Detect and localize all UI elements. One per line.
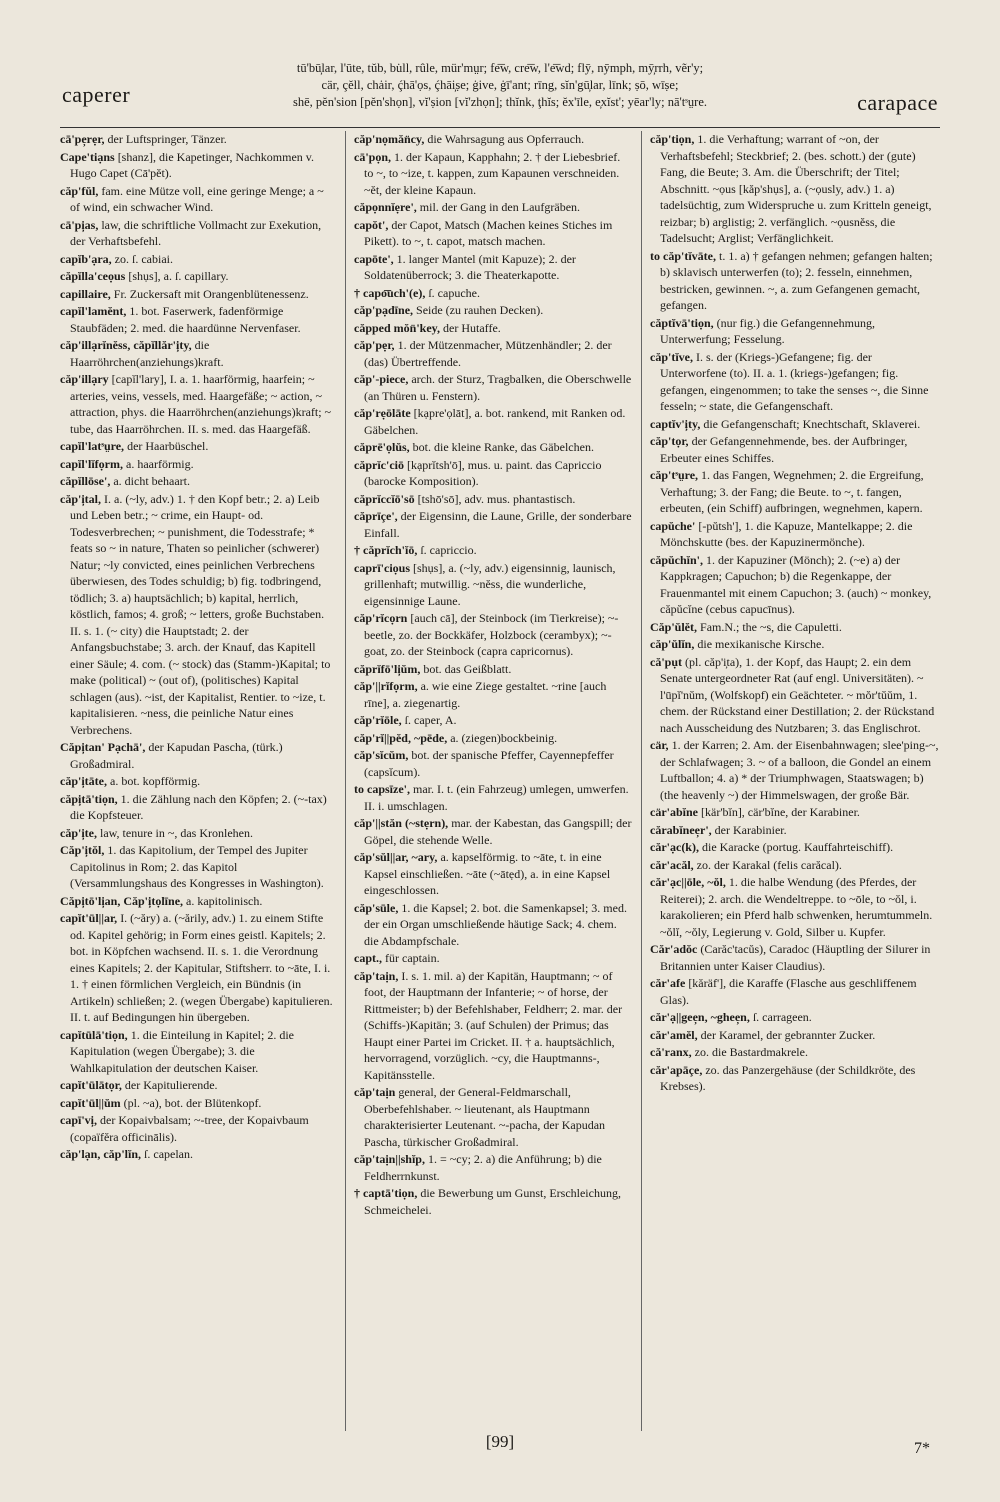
- dictionary-entry: [60, 337, 336, 370]
- dictionary-entry: [60, 286, 336, 303]
- dictionary-entry: [60, 893, 336, 910]
- entry-definition: die Gefangenschaft; Knechtschaft, Sklaverei.: [703, 416, 921, 431]
- dictionary-entry: [354, 950, 632, 967]
- entry-headword: căp'i̦tāte,: [60, 774, 107, 788]
- entry-headword: captĭv'i̦ty,: [650, 416, 701, 431]
- entry-headword: căpŭchĭn',: [650, 552, 704, 567]
- entry-headword: capĭt'ūl||ar,: [60, 911, 118, 925]
- entry-headword: căpi̦tā'tiọn,: [60, 791, 118, 806]
- dictionary-entry: [650, 1062, 940, 1095]
- entry-definition: [-pŭtsh'], 1. die Kapuze, Mantelkappe; 2. die Mönchskutte (bes. der Kapuzinermönche).: [660, 518, 913, 549]
- dictionary-entry: [650, 822, 940, 839]
- entry-headword: căprē'ọlŭs,: [354, 440, 410, 454]
- entry-headword: to căp'tĭvāte,: [650, 248, 716, 263]
- column-3: [650, 131, 940, 1439]
- entry-headword: căp'-piece,: [354, 372, 409, 386]
- entry-definition: zo. die Bastardmakrele.: [694, 1045, 808, 1059]
- dictionary-entry: [650, 975, 940, 1008]
- dictionary-entry: [354, 747, 632, 780]
- entry-headword: căp'fŭl,: [60, 183, 99, 198]
- entry-definition: [capĭl'lary], I. a. 1. haarförmig, haarfein; ~ arteries, veins, vessels, med. Haargefäße; ~ action, ~ attraction, phys. die Haarröhrchen(anziehungs)kraft; ~ tube, das Haarröhrchen. II. s. med. das Haargefäß.: [70, 372, 332, 436]
- right-guide-word: carapace: [857, 90, 938, 115]
- dictionary-entry: [650, 518, 940, 551]
- entry-headword: căr'afe: [650, 976, 686, 990]
- signature-mark: 7*: [914, 1440, 930, 1457]
- dictionary-entry: [354, 491, 632, 508]
- entry-definition: I. a. (~ly, adv.) 1. † den Kopf betr.; 2. a) Leib und Leben betr.; ~ crime, ein Haupt- od. Todesverbrechen; ~ punishment, die Todesstrafe; * feats so ~ in nature, Thaten so peinlicher (schwerer) Natur; ~ly convicted, eines peinlichen Verbrechens überwiesen, des Todes schuldig; b) fig. todbringend, tödlich; 3. a) hauptsächlich; b) kapital, herrlich, köstlich, famos; 4. groß; ~ letters, große Buchstaben. II. s. 1. (~ city) die Hauptstadt; 2. der Anfangsbuchstabe; 3. arch. der Knauf, das Kapitell einer Säule; 4. com. (~ stock) das (Stamm-)Kapital; to make (political) ~ (out of), (politisches) Kapital schlagen (aus). ~ist, der Kapitalist, Rentier. to ~ize, t. kapitalisieren. ~ness, die peinliche Natur eines Verbrechens.: [70, 491, 331, 737]
- entry-definition: I. s. der (Kriegs-)Gefangene; fig. der Unterworfene (to). II. a. 1. (kriegs-)gefangen; fig. gefangen, eingenommen; to take the senses ~, die Sinne fesseln; ~ state, die Gefangenschaft.: [660, 349, 929, 413]
- entry-headword: căp'tọr,: [650, 434, 689, 448]
- entry-headword: cā'pọn,: [354, 149, 392, 164]
- dictionary-entry: [650, 315, 940, 348]
- pronunciation-key-line: tū'bū̦lar, l'ūte, tŭb, bu̇ll, rûle, mür'mṳr; fe͞w, cre͞w, l'e͞wd; flȳ, nȳmph, mȳ̦rrh, vẽr'y;: [296, 61, 704, 75]
- entry-headword: căprĭccĭō'sō: [354, 491, 415, 506]
- entry-definition: a. bot. kopfförmig.: [110, 774, 201, 788]
- entry-definition: [kạprĭtsh'ō], mus. u. paint. das Capriccio (barocke Komposition).: [364, 457, 602, 488]
- dictionary-entry: [60, 371, 336, 437]
- entry-definition: der Gefangennehmende, bes. der Aufbringer, Erbeuter eines Schiffes.: [660, 434, 908, 465]
- entry-definition: 1. der Kapaun, Kapphahn; 2. † der Liebesbrief. to ~, to ~ize, t. kappen, zum Kapaunen verschneiden. ~ĕt, der kleine Kapaun.: [364, 149, 621, 197]
- entry-definition: 1. die halbe Wendung (des Pferdes, der Reiterei); 2. arch. die Wendeltreppe. to ~ōle, to ~ŏl, i. karakolieren; ein Pferd halb schwenken, herumtummeln. ~ŏlĭ, ~ŏly, Legierung v. Gold, Silber u. Kupfer.: [660, 875, 933, 939]
- dictionary-entry: [650, 248, 940, 314]
- entry-headword: căpọnnĭẹre',: [354, 200, 417, 214]
- entry-definition: ſ. capriccio.: [420, 543, 477, 557]
- entry-definition: ſ. capuche.: [428, 285, 480, 300]
- dictionary-entry: [650, 654, 940, 737]
- entry-headword: † captā'tiọn,: [354, 1186, 418, 1200]
- dictionary-entry: [650, 857, 940, 874]
- dictionary-entry: [60, 739, 336, 772]
- entry-headword: căprīçe',: [354, 509, 398, 523]
- entry-definition: a. kapitolinisch.: [186, 893, 263, 908]
- entry-headword: cā'pi̦as,: [60, 217, 99, 232]
- entry-definition: [kär'bĭn], cär'bĭne, der Karabiner.: [701, 805, 860, 819]
- column-divider: [345, 131, 346, 1431]
- entry-definition: I. s. 1. mil. a) der Kapitän, Hauptmann; ~ of foot, der Hauptmann der Infanterie; ~ of horse, der Rittmeister; b) der Befehlshaber, Feldherr; 2. mar. der (Schiffs-)Kapitän; 3. (auf Schulen) der Primus; das Haupt einer Partei im Cricket. II. † a. hauptsächlich, hervorragend, vorzüglich. ~cy, die Hauptmanns-, Kapitänsstelle.: [364, 968, 623, 1082]
- entry-definition: zo. das Panzergehäuse (der Schildkröte, des Krebses).: [660, 1062, 916, 1093]
- entry-definition: 1. das Kapitolium, der Tempel des Jupiter Capitolinus in Rom; 2. das Kapitol (Versammlungshaus des Kongresses in Washington).: [70, 843, 324, 890]
- dictionary-entry: [60, 910, 336, 1026]
- entry-definition: [kăräf'], die Karaffe (Flasche aus geschliffenem Glas).: [660, 976, 917, 1007]
- entry-definition: general, der General-Feldmarschall, Oberbefehlshaber. ~ lieutenant, als Hauptmann charakterisierter Leutenant. ~-pacha, der Kapudan Pascha, türkischer Großadmiral.: [364, 1085, 606, 1149]
- entry-definition: 1. die Kapsel; 2. bot. die Samenkapsel; 3. med. der ein Organ umschließende häutige Sack; 4. chem. die Abdampfschale.: [364, 900, 627, 948]
- dictionary-entry: [354, 900, 632, 950]
- dictionary-entry: [60, 268, 336, 285]
- dictionary-entry: [354, 149, 632, 199]
- entry-definition: der Karamel, der gebrannter Zucker.: [700, 1027, 876, 1042]
- entry-definition: (nur fig.) die Gefangennehmung, Unterwerfung; Fesselung.: [660, 315, 875, 346]
- column-1: [60, 131, 336, 1439]
- entry-headword: Căr'adŏc: [650, 942, 698, 956]
- dictionary-entry: [60, 1112, 336, 1145]
- entry-definition: a. haarförmig.: [126, 456, 194, 471]
- entry-headword: cā'pe̦rẹr,: [60, 132, 105, 146]
- dictionary-entry: [650, 941, 940, 974]
- entry-headword: Cape'tiạns: [60, 149, 115, 164]
- entry-headword: Căpi̦tō'li̦an, Căp'i̦tọlīne,: [60, 893, 184, 908]
- dictionary-entry: [60, 1027, 336, 1077]
- entry-definition: die Karacke (portug. Kauffahrteischiff).: [701, 840, 894, 854]
- entry-definition: 1. das Fangen, Wegnehmen; 2. die Ergreifung, Verhaftung; 3. der Fang; die Beute. to ~, t. fangen, erbeuten, (ein Schiff) aufbringen, wegnehmen, kapern.: [660, 468, 924, 515]
- entry-definition: die mexikanische Kirsche.: [697, 637, 825, 651]
- dictionary-entry: [354, 968, 632, 1084]
- entry-headword: căp'tiọn,: [650, 132, 695, 146]
- entry-headword: că'ranx,: [650, 1045, 692, 1059]
- entry-headword: † căprĭch'ĭō,: [354, 543, 418, 557]
- dictionary-entry: [650, 619, 940, 636]
- entry-headword: capī'vi̦,: [60, 1113, 98, 1127]
- pronunciation-key-line: shē, pĕn'sion [pĕn'shọn], vĭ'ṣion [vĭ'zhọn]; thĭnk, ţhĭs; ĕx'īle, e̦xĭst'; yēar'ly; nā'tˢṳre.: [292, 95, 707, 109]
- dictionary-entry: [60, 1095, 336, 1112]
- entry-headword: căp'pạdīne,: [354, 303, 414, 317]
- dictionary-entry: [354, 337, 632, 370]
- dictionary-entry: [60, 1077, 336, 1094]
- dictionary-entry: [650, 1027, 940, 1044]
- dictionary-entry: [650, 636, 940, 653]
- entry-headword: căp'sūle,: [354, 900, 399, 915]
- entry-definition: die Bewerbung um Gunst, Erschleichung, Schmeichelei.: [364, 1186, 621, 1217]
- entry-headword: Căpi̦tan' Pạchā',: [60, 740, 146, 754]
- entry-headword: căp'sĭcŭm,: [354, 748, 409, 762]
- dictionary-entry: [60, 473, 336, 490]
- dictionary-entry: [354, 439, 632, 456]
- entry-headword: căp'||stăn (~stẹrn),: [354, 816, 449, 830]
- entry-headword: căp'rĭ||pĕd, ~pēde,: [354, 730, 448, 745]
- entry-definition: der Hutaffe.: [443, 320, 501, 335]
- entry-definition: law, tenure in ~, das Kronlehen.: [100, 825, 253, 840]
- entry-headword: căp'taịn: [354, 1085, 396, 1099]
- entry-definition: law, die schriftliche Vollmacht zur Exekution, der Verhaftsbefehl.: [70, 217, 322, 248]
- entry-definition: [shụs], a. (~ly, adv.) eigensinnig, launisch, grillenhaft; mutwillig. ~nĕss, die wunderliche, eigensinnige Laune.: [364, 560, 616, 608]
- entry-definition: bot. die kleine Ranke, das Gäbelchen.: [412, 440, 594, 454]
- entry-headword: căpped mŏn̈'key,: [354, 320, 441, 335]
- page-header: [0, 0, 1000, 130]
- dictionary-entry: [354, 678, 632, 711]
- dictionary-entry: [60, 131, 336, 148]
- entry-definition: a. wie eine Ziege gestaltet. ~rine [auch rīne], a. ziegenartig.: [364, 679, 607, 710]
- entry-definition: 1. die Zählung nach den Köpfen; 2. (~-tax) die Kopfsteuer.: [70, 791, 327, 822]
- pronunciation-key: [215, 60, 785, 111]
- dictionary-entry: [650, 1044, 940, 1061]
- entry-headword: Căp'i̦tŏl,: [60, 843, 105, 857]
- entry-headword: căp'tˢṳre,: [650, 468, 699, 482]
- dictionary-entry: [60, 149, 336, 182]
- entry-definition: [kạpre'ọlāt], a. bot. rankend, mit Ranken od. Gäbelchen.: [364, 406, 626, 437]
- entry-definition: a. kapselförmig. to ~āte, t. in eine Kapsel einschließen. ~āte (~ātẹd), a. in eine Kapsel eingeschlossen.: [364, 850, 611, 897]
- entry-headword: caprī'ciọus: [354, 560, 410, 575]
- entry-definition: t. 1. a) † gefangen nehmen; gefangen halten; b) sklavisch unterwerfen (to); 2. fesseln, einnehmen, bestricken, gewinnen. ~, a. zum Gefangenen gemacht, gefangen.: [660, 248, 933, 312]
- page-number: [99]: [485, 1432, 515, 1451]
- entry-headword: to capsīze',: [354, 782, 410, 796]
- dictionary-entry: [650, 804, 940, 821]
- dictionary-entry: [60, 791, 336, 824]
- dictionary-entry: [354, 508, 632, 541]
- entry-headword: că'pụt: [650, 654, 683, 669]
- entry-headword: căp'||rĭfọrm,: [354, 679, 418, 693]
- entry-definition: a. (ziegen)bockbeinig.: [450, 730, 558, 745]
- entry-definition: Fam.N.; the ~s, die Capuletti.: [700, 619, 842, 634]
- left-guide-word: caperer: [62, 82, 131, 107]
- entry-headword: capĭl'lamĕnt,: [60, 304, 127, 318]
- entry-definition: mar. I. t. (ein Fahrzeug) umlegen, umwerfen. II. i. umschlagen.: [364, 782, 629, 813]
- entry-headword: căpĭlla'ceọus: [60, 269, 126, 283]
- dictionary-entry: [354, 1084, 632, 1150]
- entry-headword: căp'ŭlĭn,: [650, 637, 695, 651]
- entry-definition: 1. = ~cy; 2. a) die Anführung; b) die Feldherrnkunst.: [364, 1152, 602, 1183]
- entry-headword: † capo͞uch'(e),: [354, 285, 426, 300]
- entry-definition: bot. der spanische Pfeffer, Cayennepfeffer (capsĭcum).: [364, 748, 614, 779]
- entry-definition: zo. ſ. cabiai.: [114, 251, 173, 266]
- dictionary-entry: [354, 730, 632, 747]
- dictionary-entry: [60, 251, 336, 268]
- entry-headword: căp'illạrĭnĕss, căpĭllăr'i̦ty,: [60, 338, 192, 352]
- entry-headword: căp'i̦tal,: [60, 491, 101, 506]
- entry-headword: căp'rẹōlāte: [354, 406, 411, 420]
- column-2: [354, 131, 632, 1439]
- entry-definition: (pl. ~a), bot. der Blütenkopf.: [123, 1095, 262, 1110]
- dictionary-entry: [354, 1185, 632, 1218]
- entry-headword: căpĭllōse',: [60, 474, 111, 488]
- entry-headword: cär,: [650, 738, 669, 752]
- entry-definition: 1. bot. Faserwerk, fadenförmige Staubfäden; 2. med. die haardünne Nervenfaser.: [70, 304, 301, 335]
- entry-headword: capĭt'ūl||ŭm: [60, 1095, 121, 1110]
- entry-definition: 1. der Karren; 2. Am. der Eisenbahnwagen; slee'ping-~, der Schlafwagen; 3. ~ of a balloon, die Gondel an einem Luftballon; 4. a) * der Triumphwagen, Staatswagen; b) (the heavenly ~) der Himmelswagen, der große Bär.: [660, 738, 939, 802]
- dictionary-entry: [354, 371, 632, 404]
- entry-headword: căr'apāçe,: [650, 1062, 703, 1077]
- header-rule: [60, 127, 940, 128]
- entry-headword: căptĭvā'tiọn,: [650, 315, 714, 330]
- entry-headword: căr'ạc||ōle, ~ŏl,: [650, 875, 726, 889]
- entry-definition: der Eigensinn, die Laune, Grille, der sonderbare Einfall.: [364, 509, 632, 540]
- entry-definition: 1. die Einteilung in Kapitel; 2. die Kapitulation (wegen Übergabe); 3. die Wahlkapitulation der deutschen Kaiser.: [70, 1027, 294, 1075]
- entry-headword: capŭche': [650, 518, 696, 533]
- entry-headword: căp'taịn,: [354, 968, 399, 983]
- entry-headword: cär'abĭne: [650, 805, 698, 819]
- entry-headword: Căp'ŭlĕt,: [650, 619, 698, 634]
- entry-definition: die Haarröhrchen(anziehungs)kraft.: [70, 338, 224, 369]
- entry-headword: capĭt'ūlātọr,: [60, 1078, 122, 1092]
- dictionary-entry: [354, 302, 632, 319]
- dictionary-entry: [60, 825, 336, 842]
- entry-definition: der Karabinier.: [714, 822, 787, 837]
- entry-headword: capt.,: [354, 951, 382, 965]
- entry-definition: der Kopaivbalsam; ~-tree, der Kopaivbaum (copaïfĕra officinālis).: [70, 1113, 309, 1144]
- dictionary-entry: [354, 320, 632, 337]
- entry-headword: căp'illạry: [60, 372, 109, 386]
- dictionary-entry: [60, 1146, 336, 1163]
- entry-headword: capĭb'ạra,: [60, 251, 112, 266]
- entry-definition: ſ. carrageen.: [752, 1010, 812, 1024]
- dictionary-entry: [354, 610, 632, 660]
- entry-definition: die Wahrsagung aus Opferrauch.: [427, 132, 585, 146]
- dictionary-entry: [60, 438, 336, 455]
- dictionary-entry: [354, 815, 632, 848]
- entry-headword: căp'rĭōle,: [354, 713, 402, 727]
- dictionary-entry: [650, 839, 940, 856]
- entry-definition: mil. der Gang in den Laufgräben.: [419, 200, 581, 214]
- dictionary-entry: [354, 199, 632, 216]
- entry-definition: der Capot, Matsch (Machen keines Stiches im Pikett). to ~, t. capot, matsch machen.: [364, 217, 613, 248]
- entry-definition: ſ. capelan.: [144, 1147, 194, 1161]
- dictionary-entry: [650, 737, 940, 803]
- dictionary-entry: [354, 712, 632, 729]
- dictionary-entry: [354, 457, 632, 490]
- dictionary-entry: [354, 405, 632, 438]
- entry-headword: căr'ạc(k),: [650, 840, 699, 854]
- entry-definition: zo. der Karakal (felis carăcal).: [696, 857, 842, 872]
- entry-definition: fam. eine Mütze voll, eine geringe Menge; a ~ of wind, ein schwacher Wind.: [70, 183, 324, 214]
- entry-definition: 1. der Mützenmacher, Mützenhändler; 2. der (das) Übertreffende.: [364, 338, 612, 369]
- dictionary-entry: [354, 781, 632, 814]
- entry-definition: [auch cā], der Steinbock (im Tierkreise); ~-beetle, zo. der Bockkäfer, Holzbock (cerambyx); ~-goat, zo. der Steinbock (capra capricornus).: [364, 611, 619, 658]
- entry-definition: [shụs], a. ſ. capillary.: [128, 269, 229, 283]
- entry-definition: Fr. Zuckersaft mit Orangenblütenessenz.: [113, 286, 309, 301]
- dictionary-entry: [354, 131, 632, 148]
- entry-definition: der Haarbüschel.: [127, 439, 209, 453]
- entry-headword: căp'sŭl||ar, ~ary,: [354, 850, 438, 864]
- entry-definition: 1. die Verhaftung; warrant of ~on, der Verhaftsbefehl; Steckbrief; 2. (bes. schott.) der (gute) Fang, die Beute; 3. Am. die Überschrift; der Titel; Abschnitt. ~ọus [kăp'shụs], a. (~ọusly, adv.) 1. a) tadelsüchtig, zum Widerspruche u. zum Kritteln geneigt, reizbar; b) arglistig; 2. verfänglich. ~ọusnĕss, die Tadelsucht; Arglist; Verfänglichkeit.: [660, 132, 932, 245]
- entry-definition: der Luftspringer, Tänzer.: [107, 132, 227, 146]
- dictionary-entry: [354, 849, 632, 899]
- entry-headword: căr'ạ||gee̦n, ~ghee̦n,: [650, 1010, 750, 1024]
- entry-definition: [tshō'sō], adv. mus. phantastisch.: [417, 491, 576, 506]
- entry-definition: ſ. caper, A.: [404, 713, 457, 727]
- entry-definition: (pl. căp'i̦ta), 1. der Kopf, das Haupt; 2. ein dem Senate untergeordneter Rat (auf engl. Universitäten). ~ l'ūpĭ'nŭm, (Wolfskopf) ein Geächteter. ~ mŏr'tŭŭm, 1. chem. der Rückstand einer Destillation; 2. der Rückstand nach Ausscheidung des Nutzbaren; 3. das Englischrot.: [660, 654, 935, 735]
- entry-definition: I. (~ăry) a. (~ărily, adv.) 1. zu einem Stifte od. Kapitel gehörig; in Form eines geistl. Kapitels; 2. bot. in Köpfchen wachsend. II. s. 1. die Verordnung eines Kapitels; 2. der Kapitular, Stiftsherr. to ~āte, I. i. 1. † einen förmlichen Vergleich, ein Bündnis (in Artikeln) schließen; 2. (wegen Übergabe) kapitulieren. II. t. auf Bedingungen hin übergeben.: [70, 911, 333, 1024]
- dictionary-entry: [60, 773, 336, 790]
- entry-definition: arch. der Sturz, Tragbalken, die Oberschwelle (an Thüren u. Fenstern).: [364, 372, 632, 403]
- dictionary-entry: [60, 183, 336, 216]
- dictionary-entry: [60, 842, 336, 892]
- entry-headword: căr'amĕl,: [650, 1027, 698, 1042]
- entry-definition: der Kapitulierende.: [124, 1078, 218, 1092]
- dictionary-entry: [354, 542, 632, 559]
- entry-headword: capillaire,: [60, 286, 111, 301]
- dictionary-entry: [60, 303, 336, 336]
- entry-definition: Seide (zu rauhen Decken).: [416, 303, 544, 317]
- column-divider: [641, 131, 642, 1431]
- entry-definition: a. dicht behaart.: [113, 474, 190, 488]
- entry-definition: mar. der Kabestan, das Gangspill; der Göpel, die stehende Welle.: [364, 816, 632, 847]
- entry-headword: căp'lạn, căp'lĭn,: [60, 1147, 142, 1161]
- dictionary-entry: [650, 552, 940, 618]
- entry-headword: căp'tĭve,: [650, 349, 693, 364]
- entry-headword: căprĭfō'li̦ŭm,: [354, 661, 421, 676]
- entry-headword: capōte',: [354, 251, 394, 266]
- dictionary-entry: [650, 416, 940, 433]
- entry-definition: [shanz], die Kapetinger, Nachkommen v. Hugo Capet (Cā'pĕt).: [70, 149, 315, 180]
- entry-headword: căr'acăl,: [650, 857, 694, 872]
- dictionary-entry: [354, 217, 632, 250]
- dictionary-entry: [650, 467, 940, 517]
- entry-definition: bot. das Geißblatt.: [423, 661, 512, 676]
- dictionary-entry: [354, 251, 632, 284]
- dictionary-entry: [650, 433, 940, 466]
- entry-headword: căp'pẹr,: [354, 338, 395, 352]
- entry-headword: căprĭc'ciō: [354, 457, 404, 472]
- entry-headword: căp'nọmăn̈cy,: [354, 132, 425, 146]
- entry-headword: capĭtūlā'tiọn,: [60, 1027, 128, 1042]
- dictionary-entry: [60, 217, 336, 250]
- entry-headword: capĭl'latˢṳre,: [60, 439, 125, 453]
- entry-definition: 1. der Kapuziner (Mönch); 2. (~e) a) der Kappkragen; Capuchon; b) die Regenkappe, der Frauenmantel mit einem Capuchon; 3. (auch) ~ monkey, căpŭcĭne (cebus capucīnus).: [660, 552, 932, 616]
- dictionary-entry: [650, 874, 940, 940]
- entry-definition: (Carăc'tacŭs), Caradoc (Häuptling der Silurer in Britannien unter Kaiser Claudius).: [660, 942, 931, 973]
- dictionary-entry: [354, 661, 632, 678]
- dictionary-entry: [650, 1009, 940, 1026]
- dictionary-entry: [60, 491, 336, 739]
- entry-headword: capĭl'lĭfọrm,: [60, 456, 123, 471]
- dictionary-entry: [650, 131, 940, 247]
- entry-headword: căp'rĭcọrn: [354, 611, 408, 625]
- pronunciation-key-line: cär, çĕll, chȧir, ḉhā'ọs, ḉhāi̦ṣe; ġive, ġī'ant; rīng, sĭn'gū̦lar, līnk; ṣō, wīṣe;: [321, 78, 679, 92]
- dictionary-entry: [354, 285, 632, 302]
- dictionary-entry: [650, 349, 940, 415]
- entry-headword: căp'i̦te,: [60, 825, 97, 840]
- dictionary-entry: [60, 456, 336, 473]
- entry-definition: für captain.: [385, 951, 440, 965]
- dictionary-entry: [354, 560, 632, 610]
- entry-headword: capŏt',: [354, 217, 389, 232]
- dictionary-entry: [354, 1151, 632, 1184]
- entry-headword: căp'taịn||shĭp,: [354, 1152, 425, 1166]
- entry-definition: 1. langer Mantel (mit Kapuze); 2. der Soldatenüberrock; 3. die Theaterkapotte.: [364, 251, 576, 282]
- entry-definition: der Kapudan Pascha, (türk.) Großadmiral.: [70, 740, 283, 771]
- entry-headword: cărabĭnee̦r',: [650, 822, 712, 837]
